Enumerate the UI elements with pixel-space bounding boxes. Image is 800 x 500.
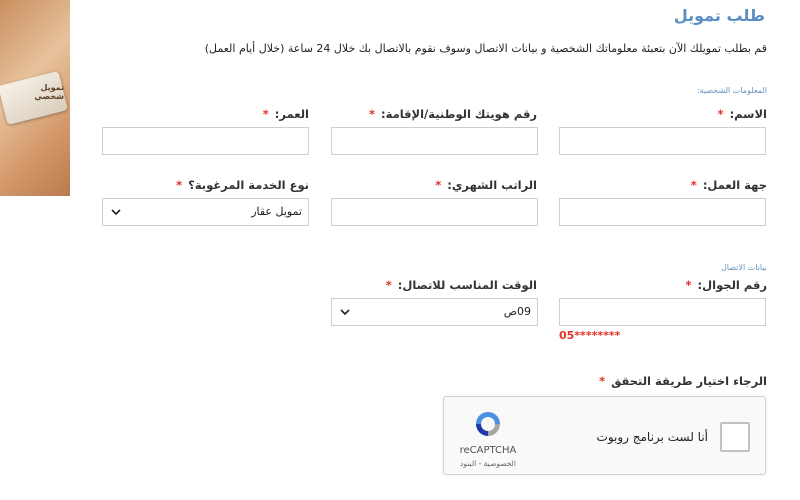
name-input[interactable] [559, 127, 766, 155]
personal-section-label: المعلومات الشخصية: [696, 86, 767, 95]
recaptcha-checkbox[interactable] [720, 422, 750, 452]
recaptcha-logo [456, 409, 520, 468]
employer-input[interactable] [559, 198, 766, 226]
national-id-input[interactable] [331, 127, 538, 155]
contact-time-value: 09ص [503, 305, 531, 318]
chevron-down-icon [110, 206, 122, 218]
age-label: العمر:* [262, 107, 309, 121]
recaptcha-robot-text: أنا لست برنامج روبوت [596, 430, 708, 444]
salary-input[interactable] [331, 198, 538, 226]
required-mark: * [685, 278, 692, 292]
required-mark: * [385, 278, 392, 292]
contact-time-select[interactable] [331, 298, 538, 326]
mobile-format-hint: 05******** [559, 329, 621, 342]
required-mark: * [176, 178, 183, 192]
banner-card-text: تمويل شخصي [34, 83, 64, 101]
employer-label: جهة العمل:* [690, 178, 767, 192]
salary-label: الراتب الشهري:* [435, 178, 537, 192]
age-input[interactable] [102, 127, 309, 155]
required-mark: * [368, 107, 375, 121]
mobile-input[interactable] [559, 298, 766, 326]
chevron-down-icon [339, 306, 351, 318]
intro-text: قم بطلب تمويلك الآن بتعبئة معلوماتك الشخصية و بيانات الاتصال وسوف نقوم بالاتصال بك خلال 24 ساعة (خلال أيام العمل) [204, 42, 767, 55]
id-label: رقم هويتك الوطنية/الإقامة:* [368, 107, 537, 121]
required-mark: * [690, 178, 697, 192]
recaptcha-links[interactable]: الخصوصية - البنود [460, 459, 516, 468]
service-select-value: تمويل عقار [251, 205, 302, 218]
recaptcha-widget [443, 396, 766, 475]
service-select[interactable] [102, 198, 309, 226]
required-mark: * [599, 374, 606, 388]
contact-section-label: بيانات الاتصال [720, 263, 767, 272]
required-mark: * [435, 178, 442, 192]
loan-banner-image [0, 0, 70, 196]
name-label: الاسم:* [717, 107, 767, 121]
required-mark: * [262, 107, 269, 121]
recaptcha-brand: reCAPTCHA [459, 445, 517, 456]
service-label: نوع الخدمة المرغوبة؟* [176, 178, 309, 192]
page-title: طلب تمويل [673, 6, 765, 25]
required-mark: * [717, 107, 724, 121]
recaptcha-icon [471, 409, 505, 439]
verification-label: الرجاء اختيار طريقة التحقق* [599, 374, 767, 388]
mobile-label: رقم الجوال:* [685, 278, 767, 292]
contact-time-label: الوقت المناسب للاتصال:* [385, 278, 537, 292]
